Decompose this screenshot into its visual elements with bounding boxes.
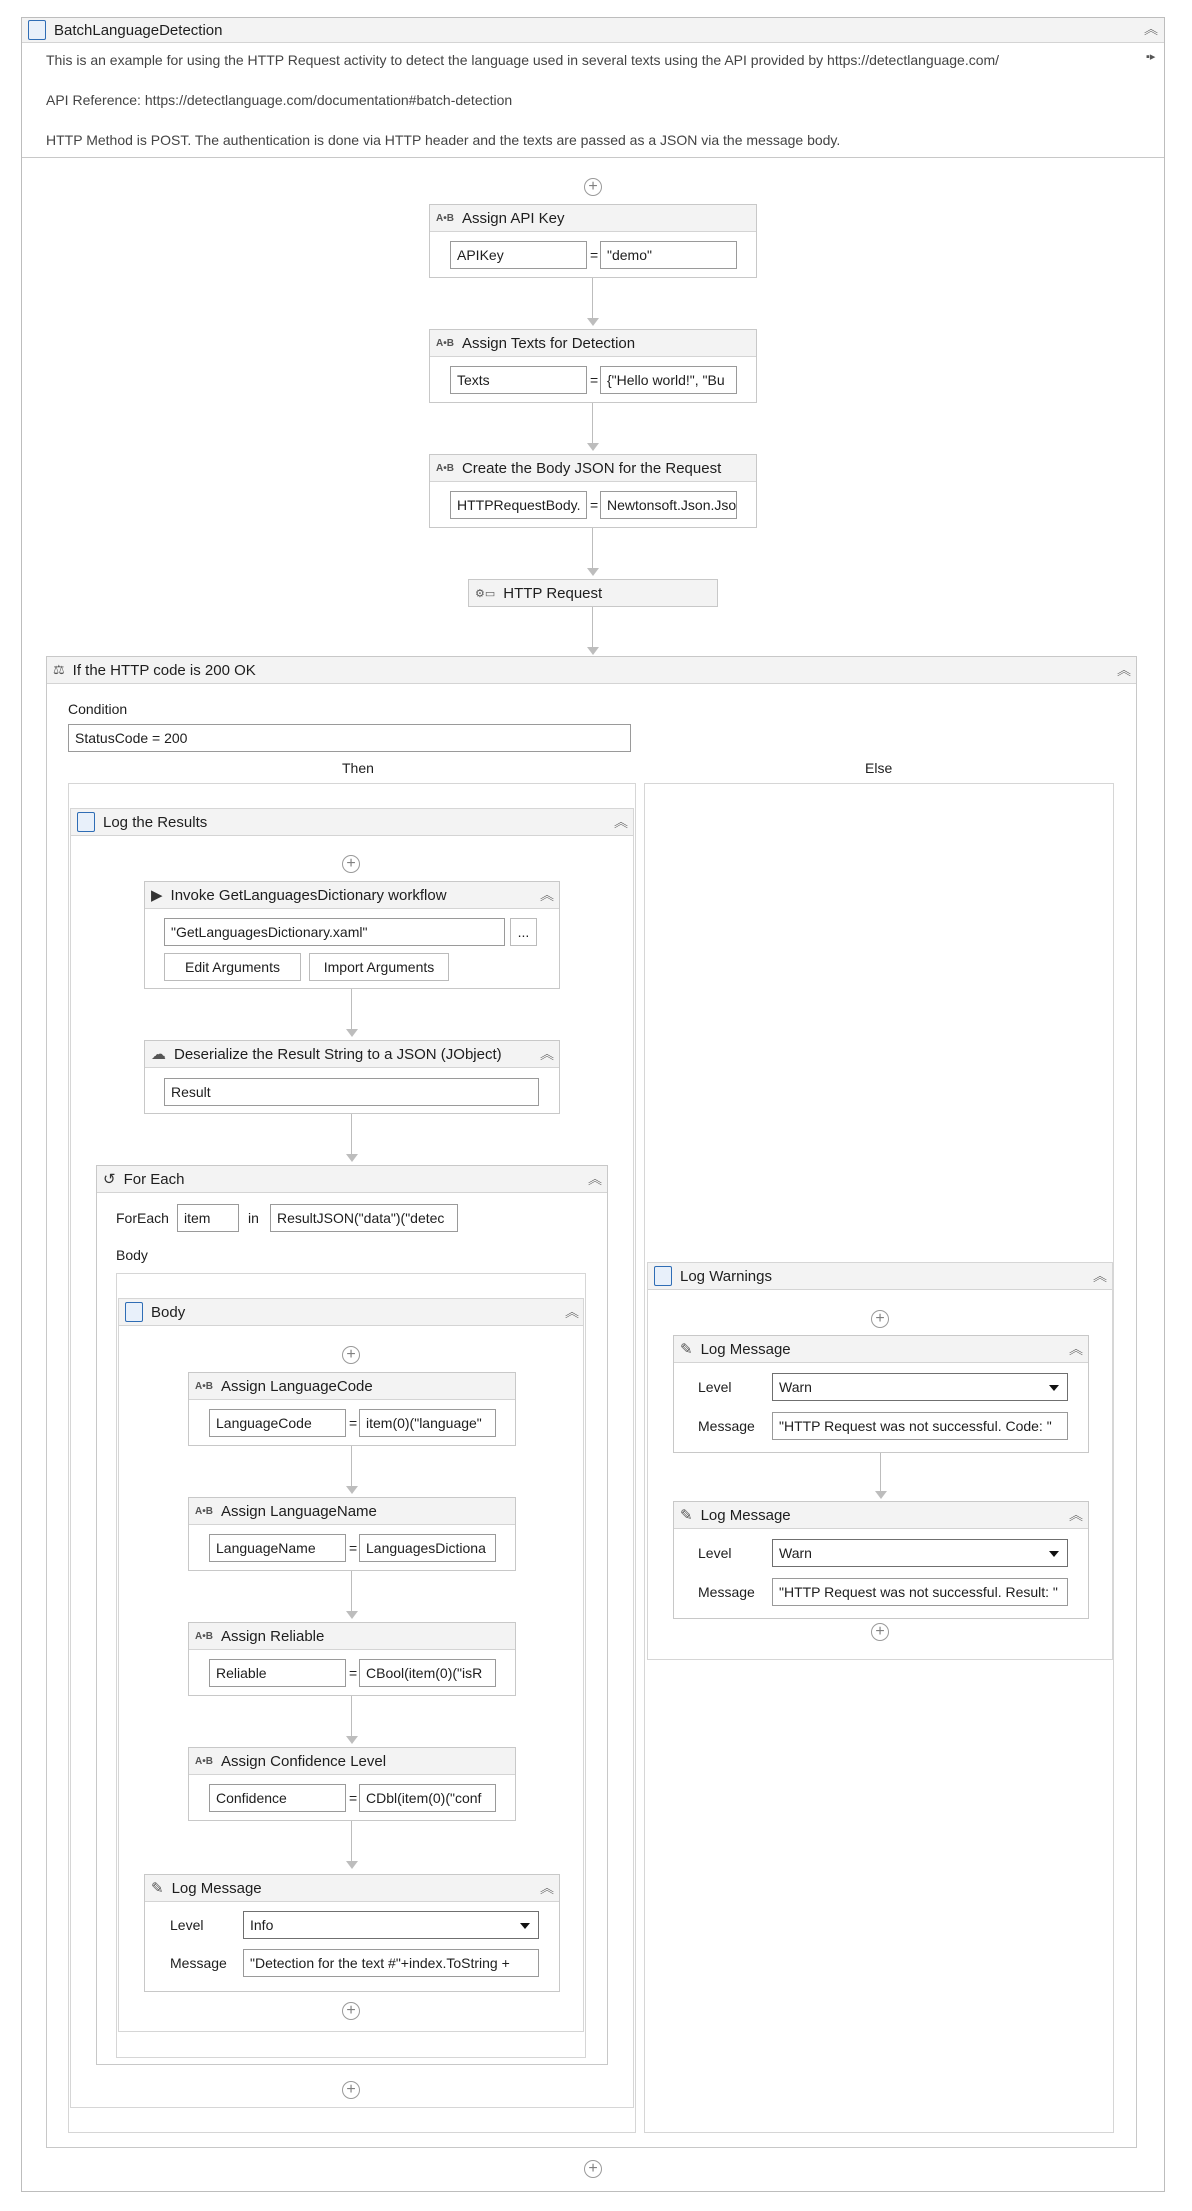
connector-arrow <box>346 1029 358 1037</box>
condition-label: Condition <box>68 701 128 717</box>
assign-to-field[interactable]: Reliable <box>209 1659 346 1687</box>
annotation-line-2: API Reference: https://detectlanguage.com/documentation#batch-detection <box>46 92 513 108</box>
connector-arrow <box>587 318 599 326</box>
assign-icon: A•B <box>436 462 454 474</box>
json-icon: ☁ <box>151 1046 166 1063</box>
assign-icon: A•B <box>436 337 454 349</box>
foreach-label: ForEach <box>116 1210 169 1226</box>
collapse-icon[interactable]: ︽ <box>1069 1341 1083 1357</box>
for-each-header <box>97 1166 607 1193</box>
equals-sign: = <box>590 497 599 513</box>
workflow-file-field[interactable]: "GetLanguagesDictionary.xaml" <box>164 918 505 946</box>
collapse-icon[interactable]: ︽ <box>1117 662 1131 678</box>
add-activity-icon[interactable]: + <box>342 1346 360 1364</box>
connector-arrow <box>587 647 599 655</box>
log-icon: ✎ <box>680 1341 693 1358</box>
connector <box>351 1821 352 1863</box>
activity-title: Deserialize the Result String to a JSON (JObject) <box>174 1045 502 1063</box>
activity-title: Create the Body JSON for the Request <box>461 459 722 477</box>
assign-value-field[interactable]: CDbl(item(0)("conf <box>359 1784 496 1812</box>
assign-header <box>189 1623 515 1650</box>
connector-arrow <box>346 1154 358 1162</box>
pin-icon[interactable]: ▪▸ <box>1146 51 1156 63</box>
assign-header <box>430 205 756 232</box>
equals-sign: = <box>349 1665 358 1681</box>
then-label: Then <box>342 760 374 776</box>
connector-arrow <box>346 1611 358 1619</box>
level-select[interactable] <box>243 1911 539 1939</box>
activity-title: Log Message <box>700 1340 791 1358</box>
assign-value-field[interactable]: item(0)("language" <box>359 1409 496 1437</box>
activity-title: Log the Results <box>103 813 208 831</box>
connector <box>351 1696 352 1738</box>
message-label: Message <box>170 1955 227 1971</box>
connector-arrow <box>346 1736 358 1744</box>
assign-header <box>189 1748 515 1775</box>
connector <box>592 403 593 445</box>
edit-arguments-button[interactable]: Edit Arguments <box>164 953 301 981</box>
activity-title: Log Message <box>171 1879 262 1897</box>
connector-arrow <box>875 1491 887 1499</box>
equals-sign: = <box>349 1415 358 1431</box>
sequence-icon <box>654 1266 672 1286</box>
activity-title: Body <box>151 1303 186 1321</box>
activity-title: Assign API Key <box>461 209 565 227</box>
level-select[interactable] <box>772 1539 1068 1567</box>
sequence-icon <box>28 20 46 40</box>
assign-value-field[interactable]: Newtonsoft.Json.Jso <box>600 491 737 519</box>
connector <box>351 1571 352 1613</box>
assign-icon: A•B <box>436 212 454 224</box>
assign-header <box>430 330 756 357</box>
level-label: Level <box>698 1545 732 1561</box>
assign-value-field[interactable]: {"Hello world!", "Bu <box>600 366 737 394</box>
sequence-icon <box>125 1302 143 1322</box>
assign-icon: A•B <box>195 1755 213 1767</box>
connector <box>592 607 593 649</box>
collapse-icon[interactable]: ︽ <box>588 1171 602 1187</box>
body-label: Body <box>116 1247 148 1263</box>
assign-to-field[interactable]: Confidence <box>209 1784 346 1812</box>
message-label: Message <box>698 1584 755 1600</box>
annotation-divider <box>22 157 1164 158</box>
assign-value-field[interactable]: "demo" <box>600 241 737 269</box>
chevron-down-icon <box>1049 1551 1059 1557</box>
activity-title: If the HTTP code is 200 OK <box>72 661 256 679</box>
sequence-header <box>648 1263 1112 1290</box>
message-field[interactable]: "HTTP Request was not successful. Result: " <box>772 1578 1068 1606</box>
connector <box>351 989 352 1031</box>
log-header <box>674 1336 1088 1363</box>
collapse-icon[interactable]: ︽ <box>540 887 554 903</box>
level-value: Warn <box>779 1379 812 1395</box>
log-header <box>145 1875 559 1902</box>
level-value: Warn <box>779 1545 812 1561</box>
message-field[interactable]: "HTTP Request was not successful. Code: " <box>772 1412 1068 1440</box>
collapse-icon[interactable]: ︽ <box>1144 21 1158 37</box>
invoke-header <box>145 882 559 909</box>
http-request[interactable] <box>468 579 718 607</box>
assign-to-field[interactable]: LanguageCode <box>209 1409 346 1437</box>
annotation-line-3: HTTP Method is POST. The authentication is done via HTTP header and the texts are passed as a JSON via the message body. <box>46 132 841 148</box>
connector <box>351 1446 352 1488</box>
collapse-icon[interactable]: ︽ <box>614 814 628 830</box>
equals-sign: = <box>590 372 599 388</box>
sequence-header <box>119 1299 583 1326</box>
sequence-icon <box>77 812 95 832</box>
collapse-icon[interactable]: ︽ <box>565 1304 579 1320</box>
in-label: in <box>248 1210 259 1226</box>
assign-icon: A•B <box>195 1505 213 1517</box>
if-header <box>47 657 1136 684</box>
foreach-item-field[interactable]: item <box>177 1204 239 1232</box>
assign-to-field[interactable]: LanguageName <box>209 1534 346 1562</box>
log-header <box>674 1502 1088 1529</box>
connector <box>592 278 593 320</box>
log-icon: ✎ <box>151 1880 164 1897</box>
sequence-header <box>71 809 633 836</box>
deserialize-header <box>145 1041 559 1068</box>
connector <box>592 528 593 570</box>
collapse-icon[interactable]: ︽ <box>540 1880 554 1896</box>
connector <box>880 1453 881 1493</box>
assign-header <box>189 1373 515 1400</box>
level-value: Info <box>250 1917 274 1933</box>
assign-to-field[interactable]: Texts <box>450 366 587 394</box>
message-label: Message <box>698 1418 755 1434</box>
foreach-collection-field[interactable]: ResultJSON("data")("detec <box>270 1204 458 1232</box>
assign-icon: A•B <box>195 1380 213 1392</box>
condition-field[interactable]: StatusCode = 200 <box>68 724 631 752</box>
connector <box>351 1114 352 1156</box>
activity-title: Assign Confidence Level <box>220 1752 387 1770</box>
annotation-line-1: This is an example for using the HTTP Request activity to detect the language used in several texts using the API provided by https://detectlanguage.com/ <box>46 52 1000 68</box>
assign-to-field[interactable]: APIKey <box>450 241 587 269</box>
equals-sign: = <box>349 1790 358 1806</box>
level-label: Level <box>698 1379 732 1395</box>
http-request-icon: ⚙▭ <box>475 587 496 600</box>
activity-title: Log Message <box>700 1506 791 1524</box>
log-icon: ✎ <box>680 1507 693 1524</box>
else-label: Else <box>865 760 893 776</box>
add-activity-icon[interactable]: + <box>584 178 602 196</box>
message-field[interactable]: "Detection for the text #"+index.ToString + <box>243 1949 539 1977</box>
add-activity-icon[interactable]: + <box>342 2002 360 2020</box>
deserialize-input[interactable]: Result <box>164 1078 539 1106</box>
add-activity-icon[interactable]: + <box>584 2160 602 2178</box>
import-arguments-button[interactable]: Import Arguments <box>309 953 449 981</box>
activity-title: Log Warnings <box>680 1267 772 1285</box>
activity-title: HTTP Request <box>503 584 603 602</box>
browse-button[interactable]: ... <box>510 918 537 946</box>
activity-title: Assign Texts for Detection <box>461 334 636 352</box>
loop-icon: ↺ <box>103 1171 116 1188</box>
assign-header <box>430 455 756 482</box>
equals-sign: = <box>590 247 599 263</box>
chevron-down-icon <box>520 1923 530 1929</box>
activity-title: Assign LanguageCode <box>220 1377 373 1395</box>
http-header <box>469 580 717 606</box>
activity-title: Assign LanguageName <box>220 1502 377 1520</box>
add-activity-icon[interactable]: + <box>342 2081 360 2099</box>
collapse-icon[interactable]: ︽ <box>540 1046 554 1062</box>
equals-sign: = <box>349 1540 358 1556</box>
assign-icon: A•B <box>195 1630 213 1642</box>
level-select[interactable] <box>772 1373 1068 1401</box>
add-activity-icon[interactable]: + <box>871 1623 889 1641</box>
assign-value-field[interactable]: CBool(item(0)("isR <box>359 1659 496 1687</box>
activity-title: For Each <box>123 1170 185 1188</box>
activity-title: Assign Reliable <box>220 1627 325 1645</box>
add-activity-icon[interactable]: + <box>342 855 360 873</box>
connector-arrow <box>346 1861 358 1869</box>
connector-arrow <box>346 1486 358 1494</box>
root-header[interactable] <box>22 18 1164 43</box>
activity-title: Invoke GetLanguagesDictionary workflow <box>170 886 447 904</box>
play-icon: ▶ <box>151 887 163 904</box>
collapse-icon[interactable]: ︽ <box>1069 1507 1083 1523</box>
add-activity-icon[interactable]: + <box>871 1310 889 1328</box>
connector-arrow <box>587 443 599 451</box>
assign-header <box>189 1498 515 1525</box>
assign-to-field[interactable]: HTTPRequestBody. <box>450 491 587 519</box>
connector-arrow <box>587 568 599 576</box>
if-icon: ⚖ <box>53 662 65 677</box>
chevron-down-icon <box>1049 1385 1059 1391</box>
root-title: BatchLanguageDetection <box>54 21 223 39</box>
collapse-icon[interactable]: ︽ <box>1093 1268 1107 1284</box>
assign-value-field[interactable]: LanguagesDictiona <box>359 1534 496 1562</box>
level-label: Level <box>170 1917 204 1933</box>
